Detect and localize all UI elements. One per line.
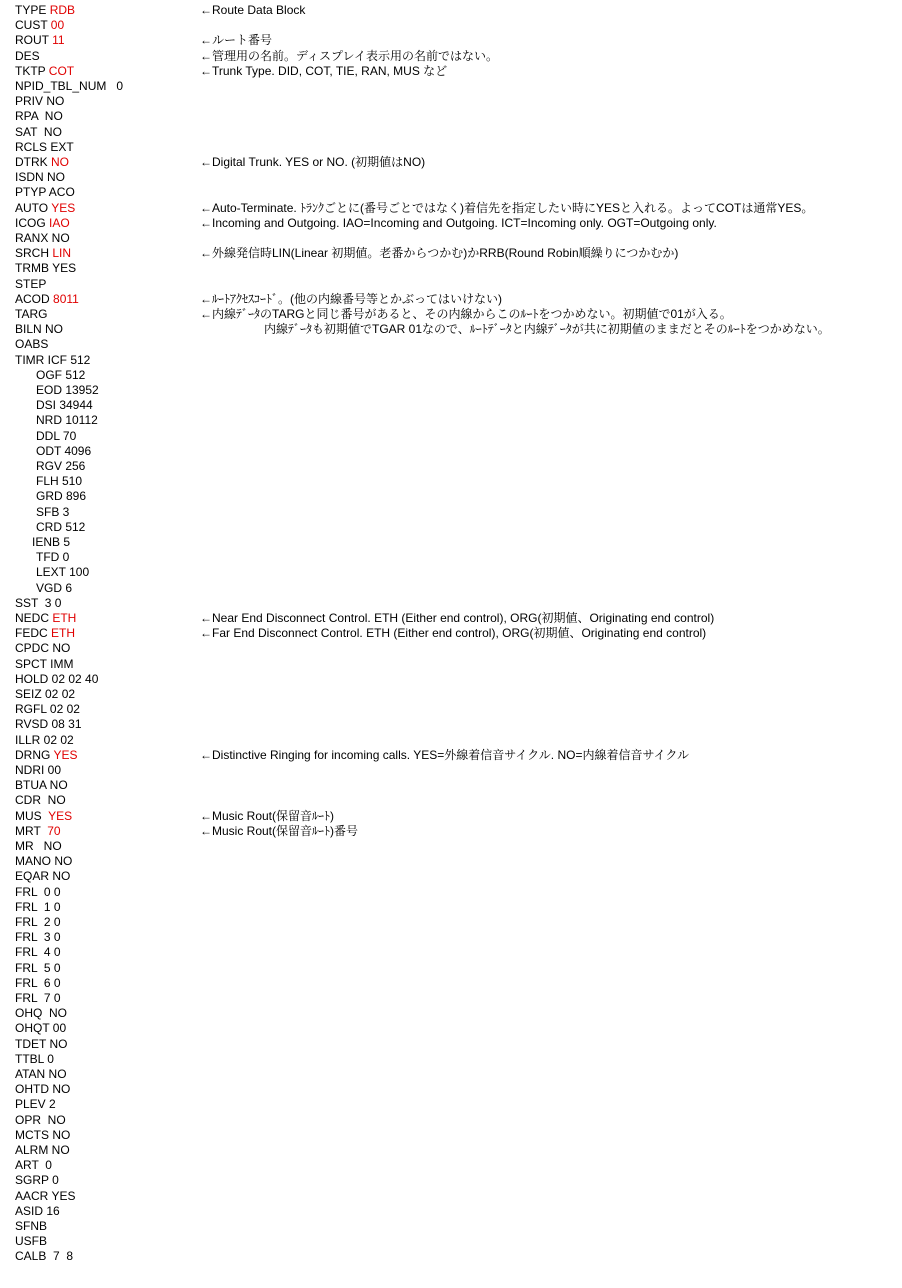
config-key: SEIZ 02 02 (15, 687, 76, 701)
config-key: SGRP 0 (15, 1173, 59, 1188)
config-line (0, 3, 902, 18)
config-key: TARG (15, 307, 48, 321)
config-key: ACOD (15, 291, 54, 306)
config-line (0, 368, 902, 383)
config-entry (15, 854, 72, 869)
config-entry (15, 292, 79, 307)
config-key: CPDC NO (15, 641, 71, 656)
config-line (0, 626, 902, 641)
config-key: RGV 256 (36, 459, 86, 473)
config-line (0, 657, 902, 672)
config-entry (15, 550, 69, 565)
config-entry (15, 687, 75, 702)
config-line (0, 641, 902, 656)
config-key: CUST (15, 18, 51, 33)
config-key: ART 0 (15, 1158, 52, 1173)
config-key: FRL 0 0 (15, 884, 61, 899)
config-line (0, 155, 902, 170)
config-key: TRMB YES (15, 261, 77, 276)
config-value-highlight: IAO (49, 215, 70, 230)
config-key: RCLS EXT (15, 139, 74, 154)
config-entry (15, 201, 75, 216)
config-line (0, 474, 902, 489)
config-key: ILLR 02 02 (15, 732, 74, 747)
config-line (0, 1021, 902, 1036)
config-line (0, 565, 902, 580)
annotation-note: ←Music Rout(保留音ﾙｰﾄ)番号 (200, 823, 359, 838)
config-value-highlight: COT (48, 63, 75, 78)
config-entry (15, 1052, 54, 1067)
config-line (0, 49, 902, 64)
annotation-note: ←Distinctive Ringing for incoming calls. YES=外線着信音サイクル. NO=内線着信音サイクル (200, 747, 690, 762)
config-line (0, 322, 902, 337)
config-entry (15, 824, 61, 839)
config-entry (15, 1143, 70, 1158)
config-entry (15, 915, 61, 930)
config-entry (15, 337, 48, 352)
config-entry (15, 809, 72, 824)
config-line (0, 717, 902, 732)
config-key: DDL 70 (36, 428, 77, 443)
config-key: TFD 0 (36, 550, 70, 565)
config-line (0, 489, 902, 504)
config-key: PRIV NO (15, 94, 65, 109)
config-entry (15, 1173, 59, 1188)
config-entry (15, 733, 74, 748)
config-entry (15, 793, 66, 808)
config-value-highlight: 70 (47, 823, 61, 838)
config-value-highlight: ETH (51, 626, 75, 641)
config-entry (15, 930, 61, 945)
config-entry (15, 885, 61, 900)
config-key: MCTS NO (15, 1127, 71, 1142)
config-entry (15, 383, 99, 398)
config-line (0, 885, 902, 900)
config-entry (15, 170, 65, 185)
config-entry (15, 869, 70, 884)
config-line (0, 778, 902, 793)
config-line (0, 170, 902, 185)
config-key: ICOG (15, 215, 50, 230)
config-key: RVSD 08 31 (15, 717, 82, 732)
config-key: DTRK (15, 155, 51, 169)
config-entry (15, 33, 65, 48)
annotation-note: ←Trunk Type. DID, COT, TIE, RAN, MUS など (200, 63, 448, 78)
config-line (0, 672, 902, 687)
config-entry (15, 277, 46, 292)
config-entry (15, 353, 90, 368)
config-entry (15, 900, 61, 915)
annotation-note: ←内線ﾃﾞｰﾀのTARGと同じ番号があると、その内線からこのﾙｰﾄをつかめない。初期値で01が入る。 (200, 307, 732, 321)
config-entry (15, 94, 64, 109)
config-line (0, 1128, 902, 1143)
config-entry (15, 185, 75, 200)
config-key: NDRI 00 (15, 763, 62, 777)
annotation-note: ←ルート番号 (200, 33, 273, 48)
config-key: ODT 4096 (36, 443, 92, 458)
config-line (0, 1234, 902, 1249)
config-entry (15, 1204, 60, 1219)
config-entry (15, 79, 123, 94)
config-entry (15, 474, 82, 489)
config-line (0, 201, 902, 216)
config-entry (15, 641, 70, 656)
config-key: FRL 6 0 (15, 975, 61, 990)
config-entry (15, 368, 85, 383)
config-line (0, 611, 902, 626)
config-line (0, 854, 902, 869)
config-line (0, 216, 902, 231)
config-line (0, 444, 902, 459)
config-key: SFNB (15, 1219, 48, 1233)
annotation-note: ←Near End Disconnect Control. ETH (Either end control), ORG(初期値、Originating end control) (200, 611, 715, 625)
config-key: SST 3 0 (15, 595, 62, 610)
annotation-note: ←管理用の名前。ディスプレイ表示用の名前ではない。 (200, 48, 498, 63)
config-key: SRCH (15, 246, 53, 261)
config-value-highlight: YES (51, 200, 76, 215)
config-entry (15, 18, 64, 33)
annotation-note: ←Incoming and Outgoing. IAO=Incoming and Outgoing. ICT=Incoming only. OGT=Outgoing only. (200, 215, 717, 230)
config-key: ASID 16 (15, 1203, 60, 1218)
config-line (0, 1173, 902, 1188)
config-entry (15, 702, 80, 717)
config-line (0, 185, 902, 200)
annotation-note: ←外線発信時LIN(Linear 初期値。老番からつかむ)かRRB(Round Robin順繰りにつかむか) (200, 246, 679, 261)
config-line (0, 277, 902, 292)
config-line (0, 1249, 902, 1264)
config-line (0, 702, 902, 717)
config-line (0, 915, 902, 930)
config-entry (15, 64, 74, 79)
config-key: SFB 3 (36, 504, 70, 519)
config-key: FRL 2 0 (15, 915, 61, 929)
config-entry (15, 581, 72, 596)
config-line (0, 793, 902, 808)
config-key: EOD 13952 (36, 383, 99, 397)
config-line (0, 1037, 902, 1052)
config-entry (15, 307, 47, 322)
config-key: BTUA NO (15, 778, 68, 793)
config-key: CRD 512 (36, 519, 86, 534)
config-key: ISDN NO (15, 170, 66, 185)
config-entry (15, 444, 91, 459)
config-value-highlight: YES (53, 747, 78, 762)
config-entry (15, 489, 86, 504)
config-entry (15, 459, 85, 474)
config-key: SAT NO (15, 124, 62, 139)
config-line (0, 79, 902, 94)
config-key: OPR NO (15, 1112, 66, 1127)
config-line (0, 945, 902, 960)
config-value-highlight: NO (51, 155, 69, 169)
config-entry (15, 520, 85, 535)
config-entry (15, 945, 61, 960)
config-line (0, 1082, 902, 1097)
config-line (0, 535, 902, 550)
config-entry (15, 1128, 70, 1143)
config-key: MR NO (15, 839, 62, 853)
config-entry (15, 216, 70, 231)
config-entry (15, 413, 98, 428)
config-key: RANX NO (15, 231, 70, 245)
config-line (0, 1143, 902, 1158)
config-key: OHQT 00 (15, 1021, 67, 1036)
config-entry (15, 1234, 47, 1249)
config-line (0, 869, 902, 884)
config-line (0, 581, 902, 596)
config-line (0, 505, 902, 520)
config-key: RGFL 02 02 (15, 702, 80, 717)
config-key: AACR YES (15, 1188, 76, 1203)
config-key: MRT (15, 823, 48, 838)
config-line (0, 429, 902, 444)
config-entry (15, 1006, 67, 1021)
config-key: DRNG (15, 747, 54, 762)
config-line (0, 353, 902, 368)
config-key: BILN NO (15, 322, 64, 337)
config-entry (15, 839, 62, 854)
config-line (0, 748, 902, 763)
config-line (0, 550, 902, 565)
annotation-note: ←Auto-Terminate. ﾄﾗﾝｸごとに(番号ごとではなく)着信先を指定したい時にYESと入れる。よってCOTは通常YES。 (200, 200, 814, 215)
config-key: NPID_TBL_NUM 0 (15, 79, 124, 93)
config-entry (15, 261, 76, 276)
config-line (0, 231, 902, 246)
config-entry (15, 1158, 52, 1173)
config-line (0, 292, 902, 307)
config-key: FRL 1 0 (15, 899, 61, 914)
config-value-highlight: ETH (52, 611, 77, 625)
config-entry (15, 140, 74, 155)
config-value-highlight: YES (48, 808, 73, 823)
config-entry (15, 505, 69, 520)
config-key: HOLD 02 02 40 (15, 671, 99, 686)
annotation-note: ←ﾙｰﾄｱｸｾｽｺｰﾄﾞ。(他の内線番号等とかぶってはいけない) (200, 291, 502, 306)
config-line (0, 1006, 902, 1021)
config-entry (15, 778, 68, 793)
config-entry (15, 1082, 70, 1097)
config-entry (15, 231, 70, 246)
config-entry (15, 748, 77, 763)
config-line (0, 33, 902, 48)
config-key: ROUT (15, 33, 53, 48)
config-entry (15, 1189, 75, 1204)
config-entry (15, 717, 82, 732)
config-entry (15, 657, 73, 672)
config-key: FRL 4 0 (15, 945, 61, 960)
config-key: USFB (15, 1234, 48, 1249)
config-key: OHQ NO (15, 1006, 68, 1021)
config-value-highlight: 11 (52, 33, 65, 48)
config-entry (15, 596, 61, 611)
config-key: FRL 7 0 (15, 991, 61, 1005)
config-line (0, 459, 902, 474)
config-entry (15, 1097, 56, 1112)
config-entry (15, 125, 62, 140)
config-value-highlight: RDB (49, 3, 76, 17)
config-line (0, 520, 902, 535)
config-entry (15, 611, 76, 626)
config-key: NEDC (15, 611, 53, 625)
config-line (0, 140, 902, 155)
config-key: GRD 896 (36, 489, 87, 504)
config-entry (15, 1113, 66, 1128)
config-entry (15, 49, 40, 64)
config-line (0, 383, 902, 398)
config-key: DSI 34944 (36, 398, 93, 413)
config-line (0, 18, 902, 33)
config-entry (15, 991, 61, 1006)
config-key: TIMR ICF 512 (15, 352, 91, 367)
config-key: PTYP ACO (15, 185, 75, 200)
config-entry (15, 246, 71, 261)
config-line (0, 900, 902, 915)
config-line (0, 64, 902, 79)
config-key: FRL 5 0 (15, 960, 61, 975)
annotation-note: ←Far End Disconnect Control. ETH (Either end control), ORG(初期値、Originating end control) (200, 626, 707, 641)
config-line (0, 125, 902, 140)
config-line (0, 1158, 902, 1173)
config-line (0, 733, 902, 748)
config-line (0, 398, 902, 413)
annotation-note: ←Digital Trunk. YES or NO. (初期値はNO) (200, 155, 426, 169)
config-key: TTBL 0 (15, 1051, 54, 1066)
config-key: VGD 6 (36, 580, 73, 595)
config-entry (15, 3, 75, 18)
config-entry (15, 1219, 47, 1234)
config-entry (15, 961, 61, 976)
config-line (0, 596, 902, 611)
config-entry (15, 1249, 73, 1264)
config-key: MUS (15, 808, 49, 823)
config-line (0, 930, 902, 945)
config-line (0, 839, 902, 854)
config-entry (15, 672, 98, 687)
config-line (0, 109, 902, 124)
config-key: OGF 512 (36, 367, 86, 382)
config-key: RPA NO (15, 109, 63, 124)
config-line (0, 1113, 902, 1128)
annotation-note: ←Music Rout(保留音ﾙｰﾄ) (200, 808, 335, 823)
config-line (0, 687, 902, 702)
config-key: CDR NO (15, 793, 66, 808)
config-key: PLEV 2 (15, 1097, 56, 1112)
config-entry (15, 155, 69, 170)
config-line (0, 94, 902, 109)
config-line (0, 1097, 902, 1112)
config-key: TYPE (15, 3, 50, 17)
config-key: AUTO (15, 200, 52, 215)
config-key: OABS (15, 337, 49, 352)
config-key: SPCT IMM (15, 656, 74, 671)
config-entry (15, 1067, 67, 1082)
config-entry (15, 976, 61, 991)
config-key: MANO NO (15, 854, 73, 869)
config-value-highlight: LIN (52, 246, 72, 261)
config-key: ATAN NO (15, 1067, 67, 1081)
config-key: LEXT 100 (36, 565, 90, 580)
config-key: EQAR NO (15, 869, 71, 884)
config-line (0, 246, 902, 261)
config-key: CALB 7 8 (15, 1249, 74, 1264)
config-key: FEDC (15, 626, 51, 641)
config-entry (15, 398, 93, 413)
config-key: ALRM NO (15, 1143, 70, 1157)
config-key: STEP (15, 276, 47, 291)
config-entry (15, 535, 70, 550)
config-value-highlight: 8011 (53, 291, 79, 306)
config-key: TDET NO (15, 1036, 68, 1051)
config-key: DES (15, 48, 40, 63)
config-entry (15, 1037, 67, 1052)
config-entry (15, 626, 75, 641)
config-line (0, 1067, 902, 1082)
config-line (0, 1052, 902, 1067)
annotation-continuation: 内線ﾃﾞｰﾀも初期値でTGAR 01なので、ﾙｰﾄﾃﾞｰﾀと内線ﾃﾞｰﾀが共に初期値のままだとそのﾙｰﾄをつかめない。 (264, 322, 830, 337)
config-line (0, 809, 902, 824)
config-entry (15, 109, 63, 124)
config-line (0, 1204, 902, 1219)
config-line (0, 991, 902, 1006)
config-key: OHTD NO (15, 1082, 71, 1097)
config-line (0, 337, 902, 352)
config-key: FLH 510 (36, 474, 83, 489)
config-entry (15, 322, 63, 337)
config-key: NRD 10112 (36, 413, 98, 428)
config-entry (15, 763, 61, 778)
config-line (0, 763, 902, 778)
config-entry (15, 1021, 66, 1036)
config-line (0, 961, 902, 976)
config-line (0, 413, 902, 428)
config-entry (15, 565, 89, 580)
config-line (0, 976, 902, 991)
config-key: TKTP (15, 63, 49, 78)
config-line (0, 1219, 902, 1234)
config-entry (15, 429, 76, 444)
config-value-highlight: 00 (50, 18, 65, 33)
config-line (0, 824, 902, 839)
config-key: IENB 5 (32, 535, 71, 549)
annotation-note: ←Route Data Block (200, 3, 306, 17)
config-line (0, 1189, 902, 1204)
config-line (0, 307, 902, 322)
config-key: FRL 3 0 (15, 930, 61, 945)
config-line (0, 261, 902, 276)
